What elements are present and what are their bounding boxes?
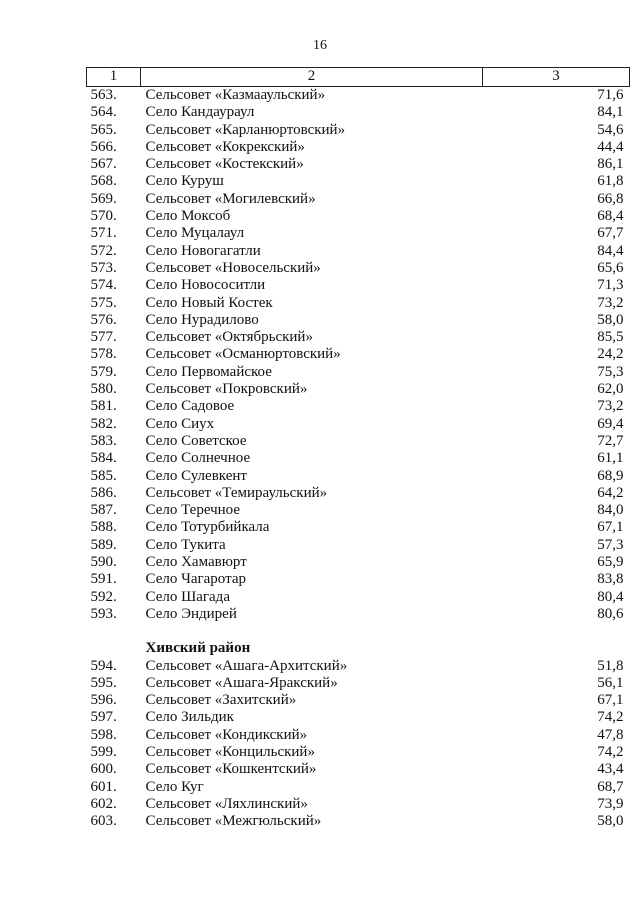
table-body [87, 87, 630, 831]
table-row [87, 208, 630, 225]
row-name: Село Тотурбийкала [145, 519, 270, 536]
table-header [87, 68, 630, 87]
row-name: Сельсовет «Межгюльский» [145, 813, 322, 830]
row-number: 587. [90, 502, 117, 519]
row-name: Сельсовет «Покровский» [145, 381, 308, 398]
row-value: 67,7 [597, 225, 624, 242]
row-name: Сельсовет «Карланюртовский» [145, 121, 346, 138]
table-row [87, 156, 630, 173]
table-row [87, 675, 630, 692]
section-row [87, 640, 630, 657]
row-value: 57,3 [597, 536, 624, 553]
row-number: 593. [90, 605, 117, 622]
row-value: 66,8 [597, 190, 624, 207]
table-row [87, 761, 630, 778]
row-name: Село Сулевкент [145, 467, 247, 484]
row-value: 67,1 [597, 519, 624, 536]
row-value: 73,2 [597, 398, 624, 415]
row-number: 583. [90, 432, 117, 449]
row-number: 574. [90, 277, 117, 294]
row-number: 600. [90, 761, 117, 778]
row-name: Село Эндирей [145, 605, 237, 622]
table-row [87, 173, 630, 190]
row-value: 54,6 [597, 121, 624, 138]
spacer-row [87, 623, 630, 640]
spacer-cell [87, 623, 630, 640]
row-value: 61,8 [597, 173, 624, 190]
row-value: 68,9 [597, 467, 624, 484]
row-number: 563. [90, 87, 117, 103]
table-row [87, 537, 630, 554]
table-row [87, 122, 630, 139]
row-value: 84,0 [597, 502, 624, 519]
row-value: 85,5 [597, 329, 624, 346]
row-number: 582. [90, 415, 117, 432]
row-number: 569. [90, 190, 117, 207]
row-name: Село Теречное [145, 502, 241, 519]
row-value: 51,8 [597, 657, 624, 674]
row-number: 594. [90, 657, 117, 674]
row-value: 68,4 [597, 208, 624, 225]
row-number: 598. [90, 726, 117, 743]
row-name: Сельсовет «Ляхлинский» [145, 795, 308, 812]
row-name: Село Куруш [145, 173, 224, 190]
row-name: Сельсовет «Октябрьский» [145, 329, 313, 346]
row-name: Сельсовет «Османюртовский» [145, 346, 341, 363]
row-name: Село Чагаротар [145, 571, 246, 588]
row-name: Сельсовет «Концильский» [145, 743, 315, 760]
table-row [87, 104, 630, 121]
row-value: 75,3 [597, 363, 624, 380]
row-name: Село Нурадилово [145, 311, 259, 328]
table-row [87, 346, 630, 363]
row-number: 581. [90, 398, 117, 415]
row-number: 575. [90, 294, 117, 311]
table-row [87, 139, 630, 156]
row-value: 47,8 [597, 726, 624, 743]
row-number: 567. [90, 156, 117, 173]
table-row [87, 485, 630, 502]
row-name: Село Куг [145, 778, 204, 795]
row-value: 84,1 [597, 104, 624, 121]
row-name: Сельсовет «Могилевский» [145, 190, 316, 207]
row-value: 80,6 [597, 605, 624, 622]
row-number: 595. [90, 674, 117, 691]
row-value: 74,2 [597, 709, 624, 726]
table-row [87, 450, 630, 467]
table-row [87, 364, 630, 381]
row-value: 72,7 [597, 432, 624, 449]
row-number: 588. [90, 519, 117, 536]
row-value: 58,0 [597, 311, 624, 328]
row-value: 24,2 [597, 346, 624, 363]
table-row [87, 433, 630, 450]
row-value: 84,4 [597, 242, 624, 259]
row-number: 570. [90, 208, 117, 225]
row-number: 565. [90, 121, 117, 138]
table-row [87, 571, 630, 588]
table-row [87, 606, 630, 623]
row-value: 65,6 [597, 259, 624, 276]
row-value: 80,4 [597, 588, 624, 605]
table-row [87, 260, 630, 277]
section-spacer [87, 640, 141, 657]
row-number: 599. [90, 743, 117, 760]
row-number: 596. [90, 692, 117, 709]
table-row [87, 277, 630, 294]
table-row [87, 502, 630, 519]
table-row [87, 398, 630, 415]
table-row [87, 468, 630, 485]
section-title: Хивский район [145, 640, 251, 657]
row-name: Сельсовет «Ашага-Яракский» [145, 674, 338, 691]
header-col-2: 2 [141, 68, 483, 87]
table-row [87, 554, 630, 571]
row-name: Село Муцалаул [145, 225, 245, 242]
table-row [87, 692, 630, 709]
row-name: Село Сиух [145, 415, 215, 432]
table-row [87, 87, 630, 105]
row-name: Сельсовет «Костекский» [145, 156, 304, 173]
row-value: 64,2 [597, 484, 624, 501]
header-col-3: 3 [483, 68, 630, 87]
row-number: 580. [90, 381, 117, 398]
row-number: 576. [90, 311, 117, 328]
row-number: 591. [90, 571, 117, 588]
table-row [87, 813, 630, 830]
table-row [87, 796, 630, 813]
row-number: 601. [90, 778, 117, 795]
row-name: Село Новый Костек [145, 294, 273, 311]
table-row [87, 727, 630, 744]
row-name: Село Моксоб [145, 208, 231, 225]
row-name: Сельсовет «Темираульский» [145, 484, 328, 501]
row-name: Село Первомайское [145, 363, 272, 380]
row-value: 83,8 [597, 571, 624, 588]
table-row [87, 312, 630, 329]
row-name: Село Тукита [145, 536, 226, 553]
row-value: 67,1 [597, 692, 624, 709]
row-value: 62,0 [597, 381, 624, 398]
row-name: Сельсовет «Кокрекский» [145, 138, 305, 155]
row-number: 564. [90, 104, 117, 121]
row-number: 572. [90, 242, 117, 259]
row-value: 69,4 [597, 415, 624, 432]
table-row [87, 381, 630, 398]
row-name: Село Солнечное [145, 450, 251, 467]
table-row [87, 191, 630, 208]
table-row [87, 329, 630, 346]
row-value: 65,9 [597, 554, 624, 571]
row-name: Сельсовет «Казмааульский» [145, 87, 326, 103]
row-number: 602. [90, 795, 117, 812]
row-name: Село Новогагатли [145, 242, 261, 259]
row-value: 74,2 [597, 743, 624, 760]
row-name: Сельсовет «Захитский» [145, 692, 297, 709]
row-value: 73,2 [597, 294, 624, 311]
row-name: Сельсовет «Новосельский» [145, 259, 321, 276]
row-value: 44,4 [597, 138, 624, 155]
row-value: 56,1 [597, 674, 624, 691]
row-value: 73,9 [597, 795, 624, 812]
row-name: Сельсовет «Кошкентский» [145, 761, 317, 778]
table-row [87, 779, 630, 796]
row-number: 603. [90, 813, 117, 830]
row-value: 58,0 [597, 813, 624, 830]
row-value: 43,4 [597, 761, 624, 778]
header-col-1: 1 [87, 68, 141, 87]
table-row [87, 243, 630, 260]
row-number: 590. [90, 554, 117, 571]
row-value: 68,7 [597, 778, 624, 795]
row-number: 571. [90, 225, 117, 242]
row-name: Село Кандаураул [145, 104, 255, 121]
row-name: Село Советское [145, 432, 247, 449]
row-name: Село Зильдик [145, 709, 234, 726]
header-row [87, 68, 630, 87]
row-value: 86,1 [597, 156, 624, 173]
table-row [87, 416, 630, 433]
row-value: 71,3 [597, 277, 624, 294]
row-value: 71,6 [597, 87, 624, 103]
table-row [87, 709, 630, 726]
table-row [87, 225, 630, 242]
table-row [87, 589, 630, 606]
row-number: 597. [90, 709, 117, 726]
table-row [87, 295, 630, 312]
row-number: 592. [90, 588, 117, 605]
row-number: 566. [90, 138, 117, 155]
row-number: 579. [90, 363, 117, 380]
page-number: 16 [313, 38, 327, 53]
table-row [87, 658, 630, 675]
row-number: 568. [90, 173, 117, 190]
row-value: 61,1 [597, 450, 624, 467]
row-number: 584. [90, 450, 117, 467]
row-name: Село Шагада [145, 588, 230, 605]
row-number: 586. [90, 484, 117, 501]
row-number: 577. [90, 329, 117, 346]
row-number: 578. [90, 346, 117, 363]
table-row [87, 519, 630, 536]
row-name: Сельсовет «Ашага-Архитский» [145, 657, 348, 674]
row-number: 573. [90, 259, 117, 276]
row-number: 589. [90, 536, 117, 553]
row-name: Сельсовет «Кондикский» [145, 726, 308, 743]
row-name: Село Новососитли [145, 277, 266, 294]
row-name: Село Садовое [145, 398, 235, 415]
settlements-table [86, 67, 630, 830]
table-row [87, 744, 630, 761]
row-name: Село Хамавюрт [145, 554, 247, 571]
row-number: 585. [90, 467, 117, 484]
